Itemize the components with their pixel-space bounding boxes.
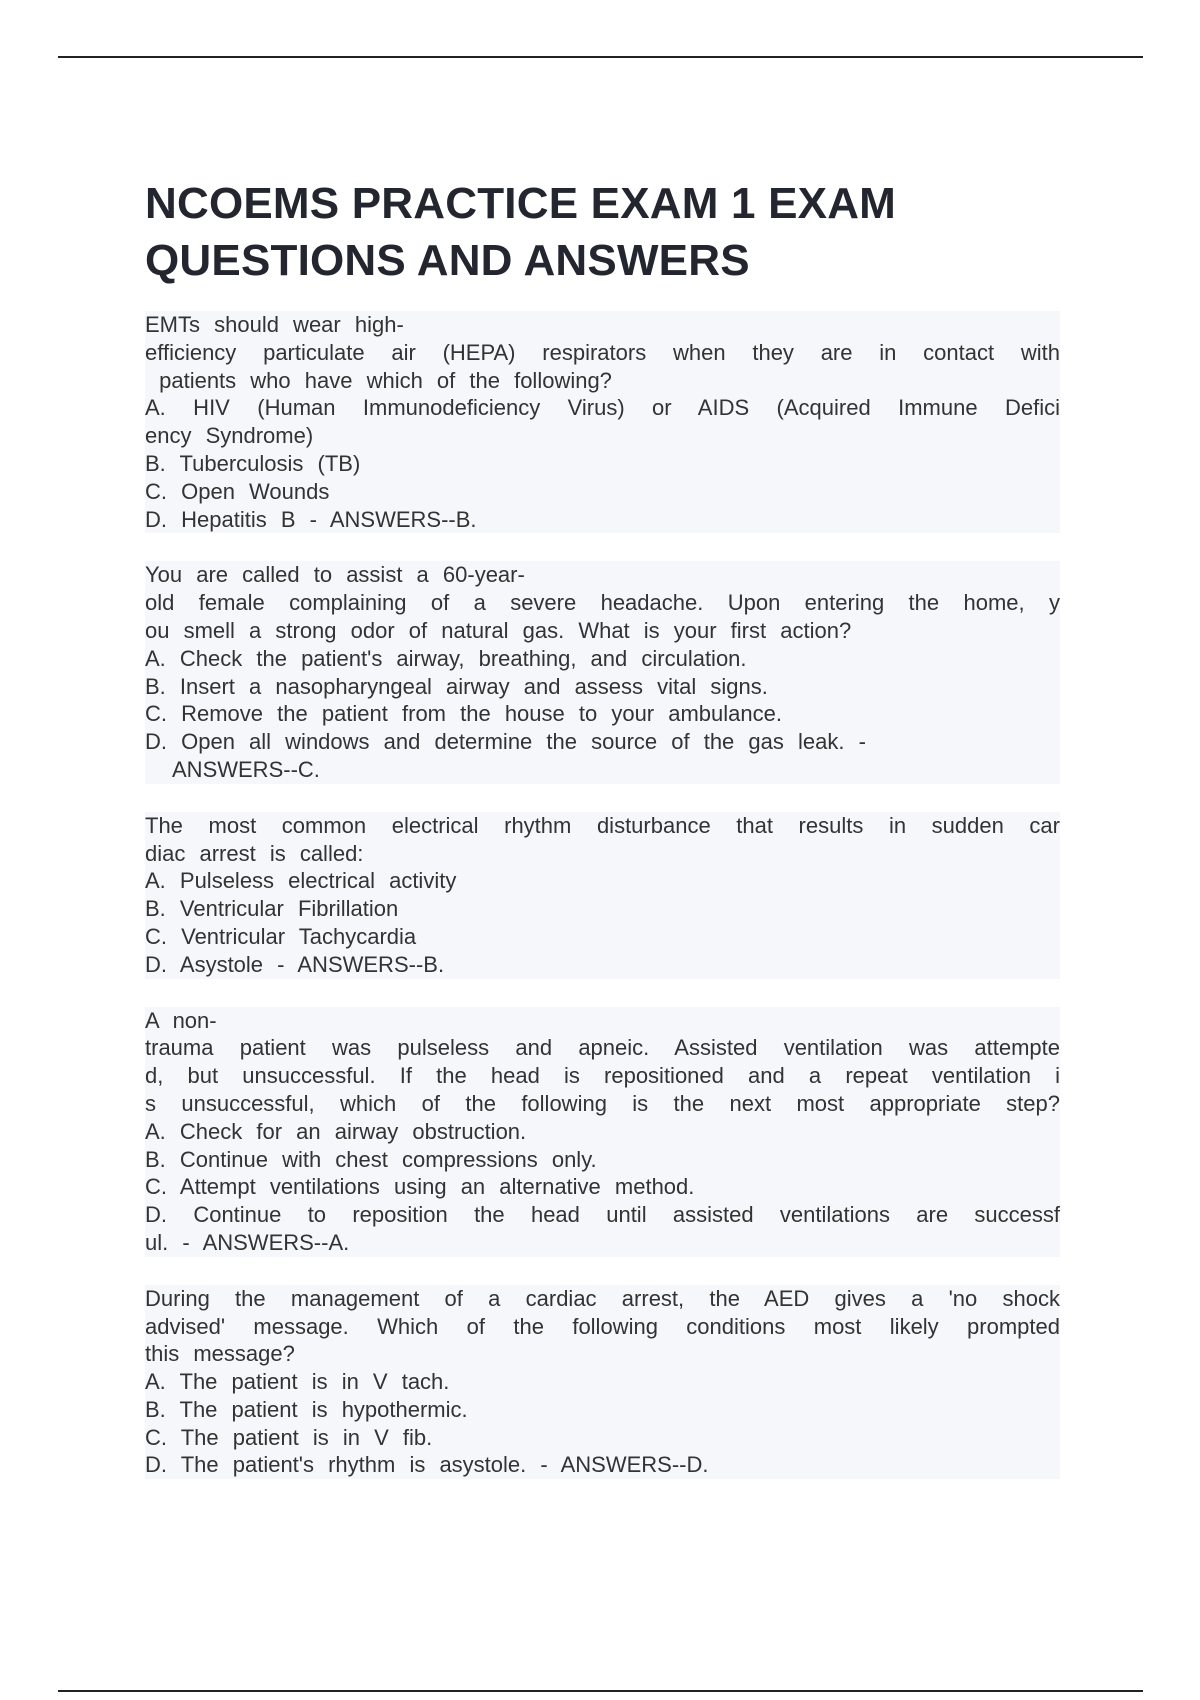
question-line: efficiency particulate air (HEPA) respirators when they are in contact with (145, 339, 1060, 365)
question-line: B. Insert a nasopharyngeal airway and assess vital signs. (145, 673, 1060, 701)
question-line: D. Asystole - ANSWERS--B. (145, 951, 1060, 979)
question-line: A. Pulseless electrical activity (145, 867, 1060, 895)
question-line: A. Check the patient's airway, breathing, and circulation. (145, 645, 1060, 673)
question-line: s unsuccessful, which of the following is the next most appropriate step? (145, 1090, 1060, 1116)
page-title (145, 175, 1095, 289)
question-line: C. The patient is in V fib. (145, 1424, 1060, 1452)
bottom-rule (58, 1690, 1143, 1692)
question-line: You are called to assist a 60-year- (145, 561, 1060, 589)
question-line: C. Attempt ventilations using an alternative method. (145, 1173, 1060, 1201)
question-line: trauma patient was pulseless and apneic. Assisted ventilation was attempte (145, 1035, 1060, 1061)
question-line: d, but unsuccessful. If the head is repositioned and a repeat ventilation i (145, 1063, 1060, 1089)
question-line: diac arrest is called: (145, 840, 1060, 868)
page-title-line-1: NCOEMS PRACTICE EXAM 1 EXAM (145, 179, 897, 228)
question-line: ul. - ANSWERS--A. (145, 1229, 1060, 1257)
question-line: During the management of a cardiac arrest, the AED gives a 'no shock (145, 1285, 1060, 1311)
question-line: D. Open all windows and determine the source of the gas leak. - (145, 728, 1060, 756)
question-line: A non- (145, 1007, 1060, 1035)
question-line: C. Remove the patient from the house to your ambulance. (145, 700, 1060, 728)
question-line: ency Syndrome) (145, 422, 1060, 450)
question-line: ou smell a strong odor of natural gas. What is your first action? (145, 617, 1060, 645)
question-block (145, 561, 1060, 783)
question-list (145, 311, 1060, 1507)
question-line: D. Continue to reposition the head until assisted ventilations are successf (145, 1202, 1060, 1228)
question-block (145, 812, 1060, 979)
question-line: A. HIV (Human Immunodeficiency Virus) or AIDS (Acquired Immune Defici (145, 395, 1060, 421)
question-block (145, 1007, 1060, 1257)
page-title-line-2: QUESTIONS AND ANSWERS (145, 236, 750, 285)
question-line: EMTs should wear high- (145, 311, 1060, 339)
top-rule (58, 56, 1143, 58)
question-line: D. The patient's rhythm is asystole. - ANSWERS--D. (145, 1451, 1060, 1479)
question-line: B. The patient is hypothermic. (145, 1396, 1060, 1424)
question-line: B. Tuberculosis (TB) (145, 450, 1060, 478)
question-line: B. Ventricular Fibrillation (145, 895, 1060, 923)
question-block (145, 311, 1060, 533)
question-line: The most common electrical rhythm disturbance that results in sudden car (145, 812, 1060, 838)
question-line: this message? (145, 1340, 1060, 1368)
question-line: C. Open Wounds (145, 478, 1060, 506)
question-line: C. Ventricular Tachycardia (145, 923, 1060, 951)
question-line: advised' message. Which of the following conditions most likely prompted (145, 1313, 1060, 1339)
question-line: ANSWERS--C. (145, 756, 1060, 784)
question-line: A. Check for an airway obstruction. (145, 1118, 1060, 1146)
question-line: A. The patient is in V tach. (145, 1368, 1060, 1396)
question-line: D. Hepatitis B - ANSWERS--B. (145, 506, 1060, 534)
question-line: B. Continue with chest compressions only. (145, 1146, 1060, 1174)
question-line: old female complaining of a severe headache. Upon entering the home, y (145, 590, 1060, 616)
question-line: patients who have which of the following? (145, 367, 1060, 395)
question-block (145, 1285, 1060, 1480)
